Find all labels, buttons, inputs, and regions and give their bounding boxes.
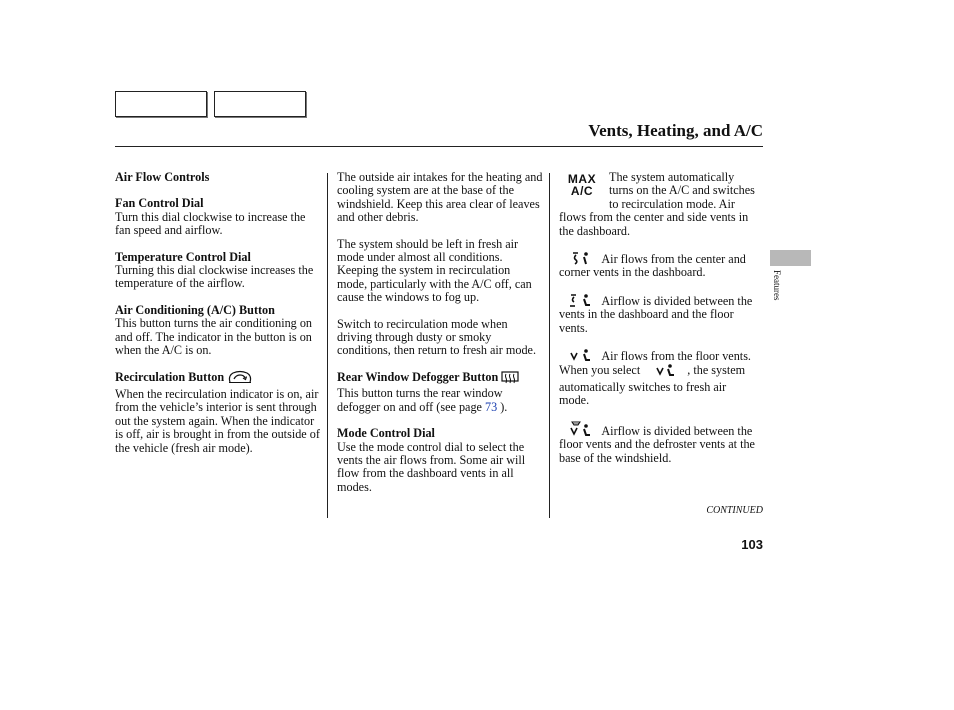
nav-button-1[interactable] (115, 91, 207, 117)
temp-control-title: Temperature Control Dial (115, 249, 251, 264)
floor-mode-icon (559, 348, 599, 362)
defogger-text-end: ). (497, 399, 508, 414)
recirc-button-title: Recirculation Button (115, 370, 225, 385)
column-divider-2 (549, 173, 550, 518)
floor-mode-text-end: , the system automatically switches to fresh air mode. (559, 363, 746, 408)
max-ac-label-bottom: A/C (570, 184, 594, 198)
defogger-text: This button turns the rear window defogger on and off (see page (337, 386, 503, 414)
floor-defrost-mode-icon (559, 421, 599, 435)
recirc-button-text: When the recirculation indicator is on, air from the vehicle’s interior is sent through out the system again. When the indicator is off, air is brought in from the outside of the vehicle (fresh air mode). (115, 386, 320, 455)
paragraph-air-intakes: The outside air intakes for the heating and cooling system are at the base of the windshield. Keep this area clear of leaves and other debris. (337, 170, 543, 225)
dashboard-vent-mode-text: Air flows from the center and corner vents in the dashboard. (559, 252, 746, 280)
defogger-title: Rear Window Defogger Button (337, 369, 499, 384)
continued-label: CONTINUED (706, 505, 763, 516)
page-reference-link[interactable]: 73 (485, 399, 498, 414)
bilevel-mode-icon (559, 293, 599, 307)
column-divider-1 (327, 173, 328, 518)
paragraph-recirc-mode: Switch to recirculation mode when driving through dusty or smoky conditions, then return to fresh air mode. (337, 316, 537, 358)
max-ac-text: The system automatically turns on the A/C and switches to recirculation mode. Air flows from the center and side vents in the dashboard. (559, 170, 755, 238)
recirculation-icon (227, 370, 253, 387)
features-tab[interactable] (770, 250, 811, 266)
section-heading: Air Flow Controls (115, 170, 210, 184)
temp-control-text: Turning this dial clockwise increases the temperature of the airflow. (115, 263, 314, 291)
max-ac-label-top: MAX (567, 172, 597, 186)
ac-button-title: Air Conditioning (A/C) Button (115, 302, 275, 317)
page-title: Vents, Heating, and A/C (588, 121, 763, 140)
fan-control-title: Fan Control Dial (115, 196, 204, 211)
fan-control-text: Turn this dial clockwise to increase the fan speed and airflow. (115, 209, 306, 238)
max-ac-icon (559, 173, 605, 201)
ac-button-text: This button turns the air conditioning on and off. The indicator in the button is on when the A/C is on. (115, 316, 313, 358)
nav-button-2[interactable] (214, 91, 306, 117)
bilevel-mode-text: Airflow is divided between the vents in the dashboard and the floor vents. (559, 293, 753, 335)
dashboard-vent-mode-icon (559, 251, 599, 265)
features-tab-label: Features (772, 270, 782, 301)
column-3 (559, 171, 759, 465)
floor-mode-text: Air flows from the floor vents. When you select (559, 349, 751, 378)
column-2 (337, 171, 543, 494)
column-1 (115, 171, 321, 455)
mode-control-text: Use the mode control dial to select the vents the air flows from. Some air will flow from the dashboard vents in all modes. (337, 439, 526, 494)
floor-defrost-mode-text: Airflow is divided between the floor vents and the defroster vents at the base of the windshield. (559, 423, 755, 465)
rear-defogger-icon (501, 371, 519, 387)
max-ac-block (559, 171, 759, 238)
header-rule (115, 146, 763, 147)
page-number: 103 (741, 537, 763, 552)
mode-control-title: Mode Control Dial (337, 426, 435, 441)
floor-defrost-mode-icon-inline (643, 363, 687, 380)
paragraph-fresh-air: The system should be left in fresh air mode under almost all conditions. Keeping the system in recirculation mode, particularly with the A/C off, can cause the windows to fog up. (337, 236, 532, 305)
